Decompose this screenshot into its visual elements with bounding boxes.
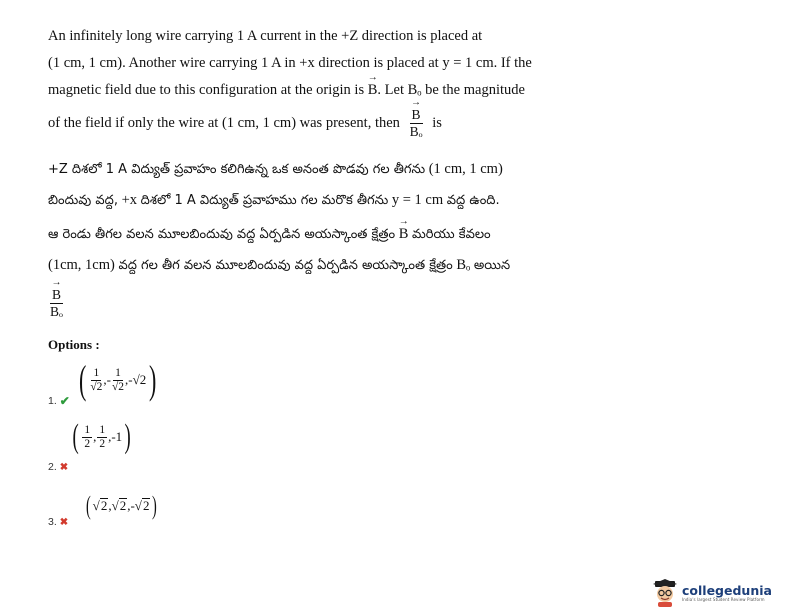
question-te-line-4-tail: అయిన: [473, 258, 511, 273]
option-1-sep-2: ,: [125, 372, 129, 387]
question-te-line-3: [48, 226, 491, 245]
check-icon: ✔: [59, 394, 70, 408]
option-2-minus: -: [111, 429, 116, 444]
option-3-left-paren: (: [85, 491, 91, 520]
question-te-line-3-tail: మరియు కేవలం: [411, 227, 491, 242]
ratio-denominator-te: Bₒ: [50, 304, 63, 320]
option-1-term-2-den: √2: [111, 380, 125, 393]
question-te-line-2: [48, 192, 500, 211]
mascot-icon: [652, 579, 678, 607]
question-en-line-4: [48, 108, 442, 139]
collegedunia-logo: [652, 578, 788, 608]
option-3-term-1: √ 2: [92, 498, 108, 513]
option-1-term-3: √2: [132, 372, 147, 387]
option-1-term-1-den: √2: [90, 380, 103, 393]
option-3-number: 3.: [48, 516, 57, 528]
question-en-line-3-text: magnetic field due to this configuration at the origin is: [48, 82, 368, 98]
option-2-sep-2: ,: [108, 429, 112, 444]
option-3-sep-1: ,: [108, 498, 112, 513]
option-2-term-1: [82, 424, 92, 450]
ratio-fraction-te: [50, 288, 63, 319]
option-1[interactable]: [48, 394, 70, 408]
question-te-line-5: [50, 288, 69, 319]
vector-b: → B: [368, 82, 378, 99]
option-3-term-3: √ 2: [134, 498, 150, 513]
option-2-term-1-num: 1: [84, 423, 91, 436]
option-2-expression[interactable]: [70, 420, 134, 454]
option-3-term-3-radicand: 2: [142, 498, 150, 513]
question-te-line-1: [48, 161, 503, 180]
option-2-number: 2.: [48, 461, 57, 473]
cross-icon: ✖: [59, 516, 69, 528]
option-2-term-2-num: 1: [99, 423, 106, 436]
option-2-term-3: 1: [115, 429, 123, 444]
option-3-expression[interactable]: [84, 493, 159, 519]
question-te-line-2-y: y = 1 cm: [391, 192, 444, 208]
vector-b-te: → B: [399, 226, 409, 243]
ratio-numerator-te: → B: [50, 288, 63, 304]
question-te-line-2-text: బిందువు వద్ద,: [48, 193, 118, 208]
option-3-term-1-radicand: 2: [100, 498, 108, 513]
options-label: Options :: [48, 337, 100, 352]
option-2-left-paren: (: [72, 418, 79, 455]
question-te-line-2-tail: వద్ద ఉంది.: [446, 193, 500, 208]
question-en-line-3-tail: . Let Bₒ be the magnitude: [377, 82, 525, 98]
logo-text: [682, 584, 772, 603]
option-1-term-1-num: 1: [93, 366, 100, 379]
option-2-term-1-den: 2: [84, 437, 91, 450]
option-3-term-2-radicand: 2: [119, 498, 127, 513]
question-te-line-1-coord: (1 cm, 1 cm): [428, 161, 503, 177]
question-en-line-4-tail: is: [432, 115, 442, 131]
option-2-term-2-den: 2: [99, 437, 106, 450]
question-te-line-4-b0: Bₒ: [456, 257, 471, 273]
option-1-expression[interactable]: [76, 357, 160, 402]
option-3-sep-2: ,: [127, 498, 131, 513]
question-en-line-1: An infinitely long wire carrying 1 A current in the +Z direction is placed at: [48, 28, 483, 44]
option-2-term-2: [97, 424, 107, 450]
option-2-right-paren: ): [124, 418, 131, 455]
option-1-term-2: [112, 367, 124, 393]
question-te-line-3-text: ఆ రెండు తీగల వలన మూలబిందువు వద్ద ఏర్పడిన అయస్కాంత క్షేత్రం: [48, 227, 396, 242]
question-en-line-3: [48, 82, 525, 99]
option-1-right-paren: ): [149, 357, 157, 402]
option-1-minus-1: -: [106, 372, 111, 387]
question-en-line-4-text: of the field if only the wire at (1 cm, 1 cm) was present, then: [48, 115, 400, 131]
option-1-minus-2: -: [128, 372, 133, 387]
option-2-sep-1: ,: [93, 429, 97, 444]
option-1-number: 1.: [48, 395, 57, 407]
question-te-line-2-body: దిశలో 1 A విద్యుత్ ప్రవాహము గల మరొక తీగను: [140, 193, 389, 208]
option-1-term-2-num: 1: [115, 366, 121, 379]
option-2[interactable]: [48, 461, 68, 473]
logo-name: collegedunia: [682, 582, 772, 598]
ratio-fraction-en: [410, 108, 423, 139]
option-3-right-paren: ): [152, 491, 158, 520]
question-te-line-4-text: వద్ద గల తీగ వలన మూలబిందువు వద్ద ఏర్పడిన అయస్కాంత క్షేత్రం: [118, 258, 453, 273]
question-te-line-4: [48, 257, 510, 276]
option-3[interactable]: [48, 516, 68, 528]
question-te-line-2-dir: +x: [121, 192, 138, 208]
option-1-left-paren: (: [78, 357, 87, 402]
ratio-denominator-en: Bₒ: [409, 124, 423, 140]
option-3-minus: -: [130, 498, 135, 513]
question-te-line-4-coord: (1cm, 1cm): [48, 257, 115, 273]
option-1-term-1: [90, 367, 102, 393]
cross-icon: ✖: [59, 461, 69, 473]
logo-tagline: India's largest Student Review Platform: [682, 597, 765, 603]
ratio-numerator-en: → B: [410, 108, 423, 124]
question-en-line-2: (1 cm, 1 cm). Another wire carrying 1 A in +x direction is placed at y = 1 cm. If the: [48, 55, 532, 71]
option-3-term-2: √ 2: [111, 498, 127, 513]
question-te-line-1-text: +Z దిశలో 1 A విద్యుత్ ప్రవాహం కలిగిఉన్న ఒక అనంత పొడవు గల తీగను: [48, 162, 426, 177]
option-1-sep-1: ,: [103, 372, 107, 387]
